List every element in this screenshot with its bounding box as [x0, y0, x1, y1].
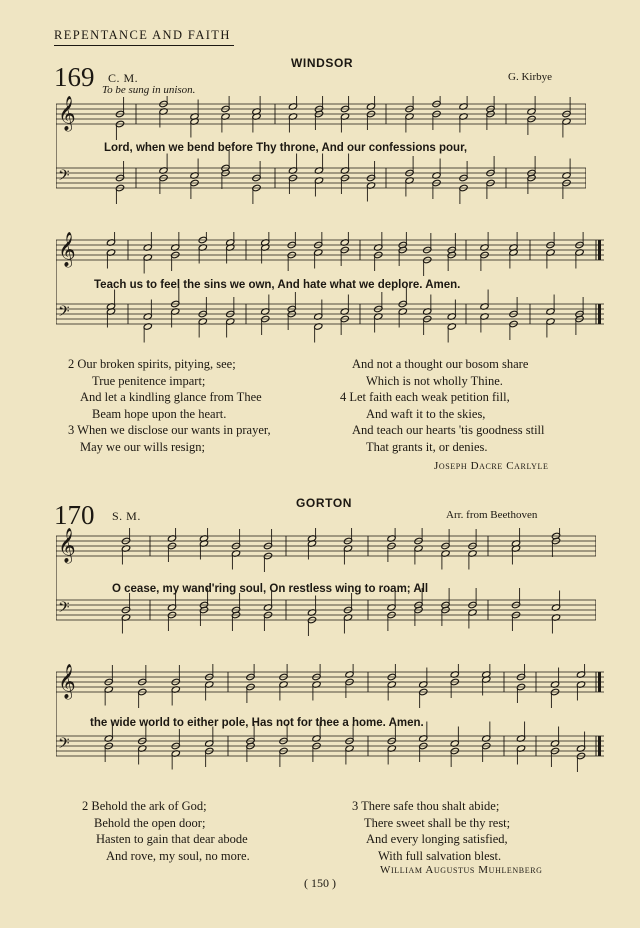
treble-clef-icon: 𝄞 [58, 232, 76, 267]
hymn-author: William Augustus Muhlenberg [380, 864, 543, 876]
verses-right [340, 356, 545, 456]
verse-line: 4 Let faith each weak petition fill, [340, 390, 510, 405]
composer: G. Kirbye [508, 71, 552, 83]
verse-line: And every longing satisfied, [366, 832, 508, 847]
verses-left [82, 798, 250, 864]
verse-line: And let a kindling glance from Thee [80, 390, 262, 405]
tune-name: WINDSOR [291, 56, 354, 70]
verse-line: And waft it to the skies, [366, 406, 486, 421]
final-barline [598, 736, 601, 756]
verse-line: Behold the open door; [94, 815, 206, 830]
verse-line: 3 When we disclose our wants in prayer, [68, 423, 271, 438]
final-barline [598, 672, 601, 692]
verse-line: Which is not wholly Thine. [366, 373, 503, 388]
page-number: ( 150 ) [304, 876, 336, 890]
bass-clef-icon: 𝄢 [58, 303, 70, 324]
hymn-meter: C. M. [108, 71, 139, 85]
verse-line: 2 Behold the ark of God; [82, 799, 207, 813]
bass-clef-icon: 𝄢 [58, 735, 70, 756]
verse-line: And teach our hearts 'tis goodness still [352, 423, 545, 438]
verse-line: May we our wills resign; [80, 439, 205, 454]
composer: Arr. from Beethoven [446, 509, 538, 521]
section-header: REPENTANCE AND FAITH [54, 28, 231, 42]
performance-instruction: To be sung in unison. [102, 84, 196, 96]
lyric-line: O cease, my wand'ring soul, On restless wing to roam; All [112, 583, 429, 595]
lyric-line: Lord, when we bend before Thy throne, And our confessions pour, [104, 142, 468, 154]
verse-line: 3 There safe thou shalt abide; [352, 799, 500, 813]
verse-line: True penitence impart; [92, 373, 206, 388]
treble-clef-icon: 𝄞 [58, 528, 76, 563]
verse-line: With full salvation blest. [378, 848, 502, 863]
hymn-number: 169 [54, 62, 95, 92]
verse-line: 2 Our broken spirits, pitying, see; [68, 357, 236, 371]
lyric-line: Teach us to feel the sins we own, And hate what we deplore. Amen. [94, 279, 461, 291]
hymn-number: 170 [54, 500, 95, 530]
hymn-author: Joseph Dacre Carlyle [434, 460, 549, 472]
verse-line: That grants it, or denies. [366, 439, 488, 454]
verse-line: Hasten to gain that dear abode [96, 832, 248, 847]
verses-left [68, 356, 271, 456]
bass-clef-icon: 𝄢 [58, 599, 70, 620]
final-barline [598, 304, 601, 324]
header-rule [54, 45, 234, 46]
verse-line: Beam hope upon the heart. [92, 406, 227, 421]
hymn-meter: S. M. [112, 509, 141, 523]
bass-clef-icon: 𝄢 [58, 167, 70, 188]
final-barline [598, 240, 601, 260]
verses-right [352, 798, 510, 864]
tune-name: GORTON [296, 496, 353, 510]
verse-line: And rove, my soul, no more. [106, 848, 250, 863]
verse-line: And not a thought our bosom share [352, 357, 529, 371]
verse-line: There sweet shall be thy rest; [364, 815, 511, 830]
treble-clef-icon: 𝄞 [58, 664, 76, 699]
lyric-line: the wide world to either pole, Has not for thee a home. Amen. [90, 717, 424, 729]
treble-clef-icon: 𝄞 [58, 96, 76, 131]
